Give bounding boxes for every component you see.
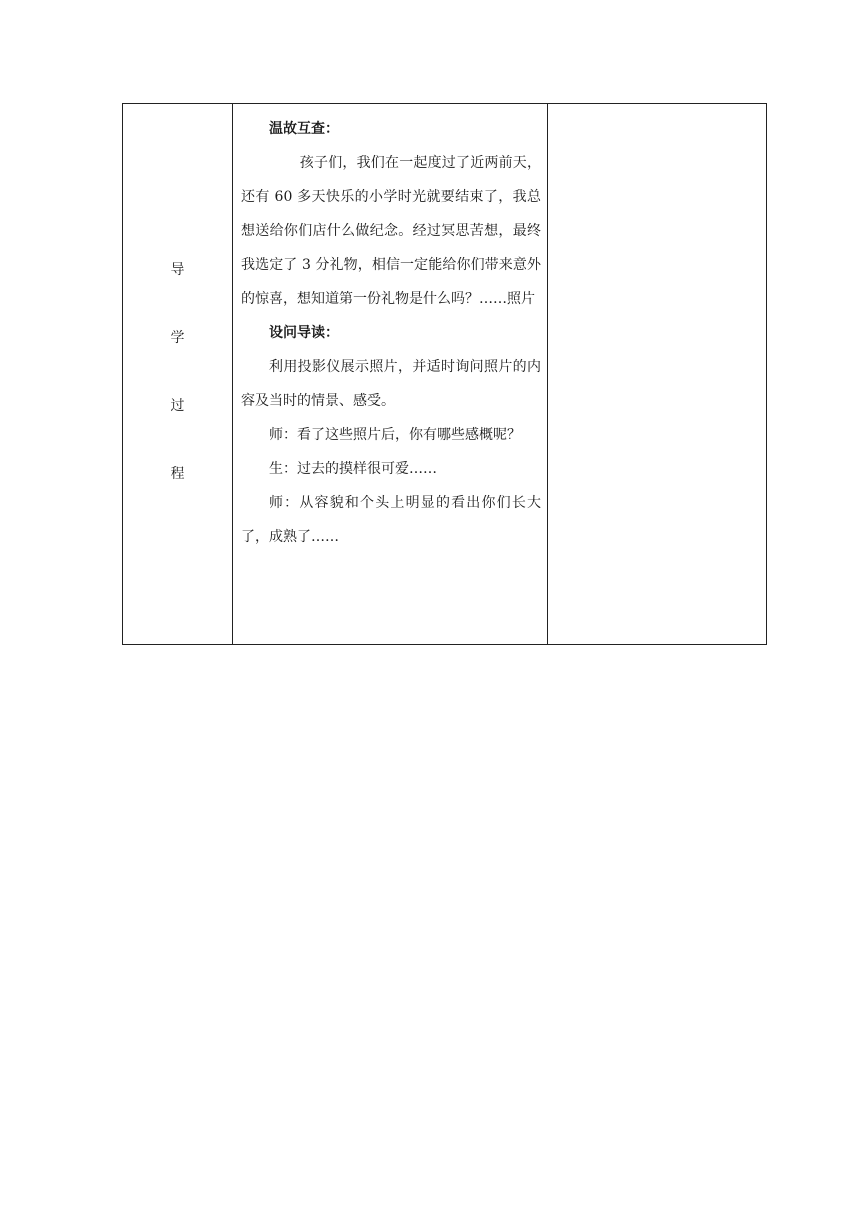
dialogue-line-teacher: 师：从容貌和个头上明显的看出你们长大了，成熟了……	[241, 495, 541, 545]
dialogue-line-student: 生：过去的摸样很可爱……	[269, 461, 437, 477]
lesson-content-cell	[233, 104, 548, 645]
table-row	[123, 104, 767, 645]
section-label-cell	[123, 104, 233, 645]
review-paragraph: 孩子们，我们在一起度过了近两前天，还有 60 多天快乐的小学时光就要结束了，我总想送给你们店什么做纪念。经过冥思苦想，最终我选定了 3 分礼物，相信一定能给你们带来意外的惊喜，想知道第一份礼物是什么吗？……照片	[241, 155, 541, 307]
lesson-content	[233, 104, 547, 554]
section-label-char: 程	[170, 466, 185, 482]
section-label-char: 学	[170, 330, 185, 346]
section-label	[123, 104, 232, 534]
guided-reading-paragraph: 利用投影仪展示照片，并适时询问照片的内容及当时的情景、感受。	[241, 359, 541, 409]
section-label-char: 过	[170, 398, 185, 414]
notes-cell	[548, 104, 767, 645]
review-heading: 温故互查：	[269, 121, 339, 137]
dialogue-line-teacher: 师：看了这些照片后，你有哪些感概呢？	[269, 427, 521, 443]
guided-reading-heading: 设问导读：	[269, 325, 339, 341]
lesson-plan-table	[122, 103, 767, 645]
section-label-char: 导	[170, 262, 185, 278]
